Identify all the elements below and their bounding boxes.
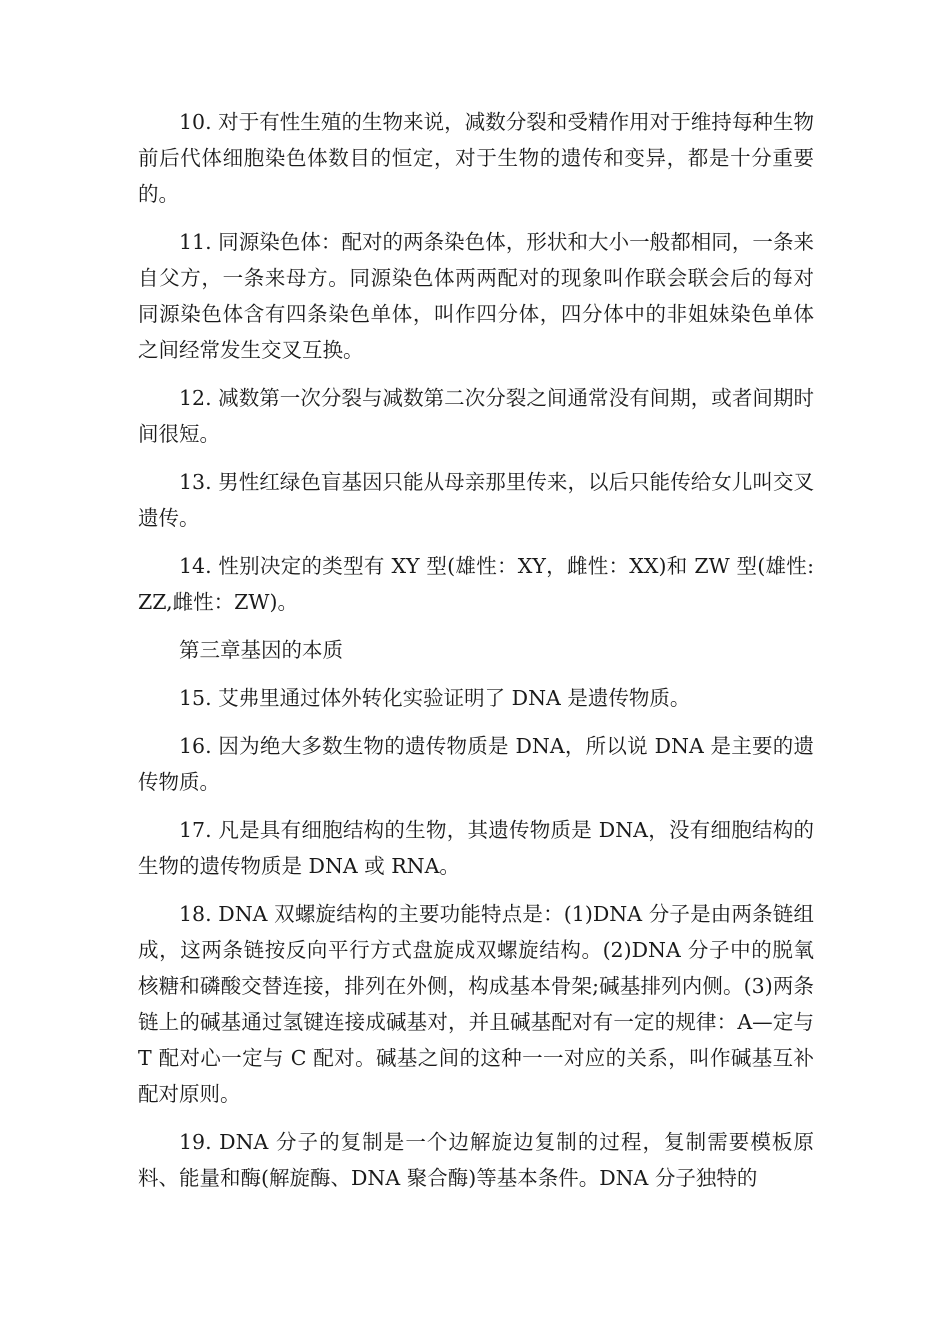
paragraph-17: 17. 凡是具有细胞结构的生物，其遗传物质是 DNA，没有细胞结构的生物的遗传物质是 DNA 或 RNA。 [138, 818, 814, 878]
paragraph-14: 14. 性别决定的类型有 XY 型(雄性：XY，雌性：XX)和 ZW 型(雄性:ZZ,雌性：ZW)。 [138, 554, 814, 614]
chapter-heading: 第三章基因的本质 [179, 638, 343, 662]
paragraph-18: 18. DNA 双螺旋结构的主要功能特点是：(1)DNA 分子是由两条链组成，这两条链按反向平行方式盘旋成双螺旋结构。(2)DNA 分子中的脱氧核糖和磷酸交替连接，排列在外侧，构成基本骨架;碱基排列内侧。(3)两条链上的碱基通过氢键连接成碱基对，并且碱基配对有一定的规律：A—定与 T 配对心一定与 C 配对。碱基之间的这种一一对应的关系，叫作碱基互补配对原则。 [138, 902, 814, 1106]
paragraph-11: 11. 同源染色体：配对的两条染色体，形状和大小一般都相同，一条来自父方，一条来母方。同源染色体两两配对的现象叫作联会联会后的每对同源染色体含有四条染色单体，叫作四分体，四分体中的非姐妹染色单体之间经常发生交叉互换。 [138, 230, 814, 362]
paragraph-19: 19. DNA 分子的复制是一个边解旋边复制的过程，复制需要模板原料、能量和酶(解旋酶、DNA 聚合酶)等基本条件。DNA 分子独特的 [138, 1130, 814, 1190]
document-body [138, 104, 814, 1208]
paragraph-12: 12. 减数第一次分裂与减数第二次分裂之间通常没有间期，或者间期时间很短。 [138, 386, 814, 446]
paragraph-16: 16. 因为绝大多数生物的遗传物质是 DNA，所以说 DNA 是主要的遗传物质。 [138, 734, 814, 794]
paragraph-10: 10. 对于有性生殖的生物来说，减数分裂和受精作用对于维持每种生物前后代体细胞染色体数目的恒定，对于生物的遗传和变异，都是十分重要的。 [138, 110, 814, 206]
paragraph-13: 13. 男性红绿色盲基因只能从母亲那里传来，以后只能传给女儿叫交叉遗传。 [138, 470, 814, 530]
paragraph-15: 15. 艾弗里通过体外转化实验证明了 DNA 是遗传物质。 [179, 686, 691, 710]
